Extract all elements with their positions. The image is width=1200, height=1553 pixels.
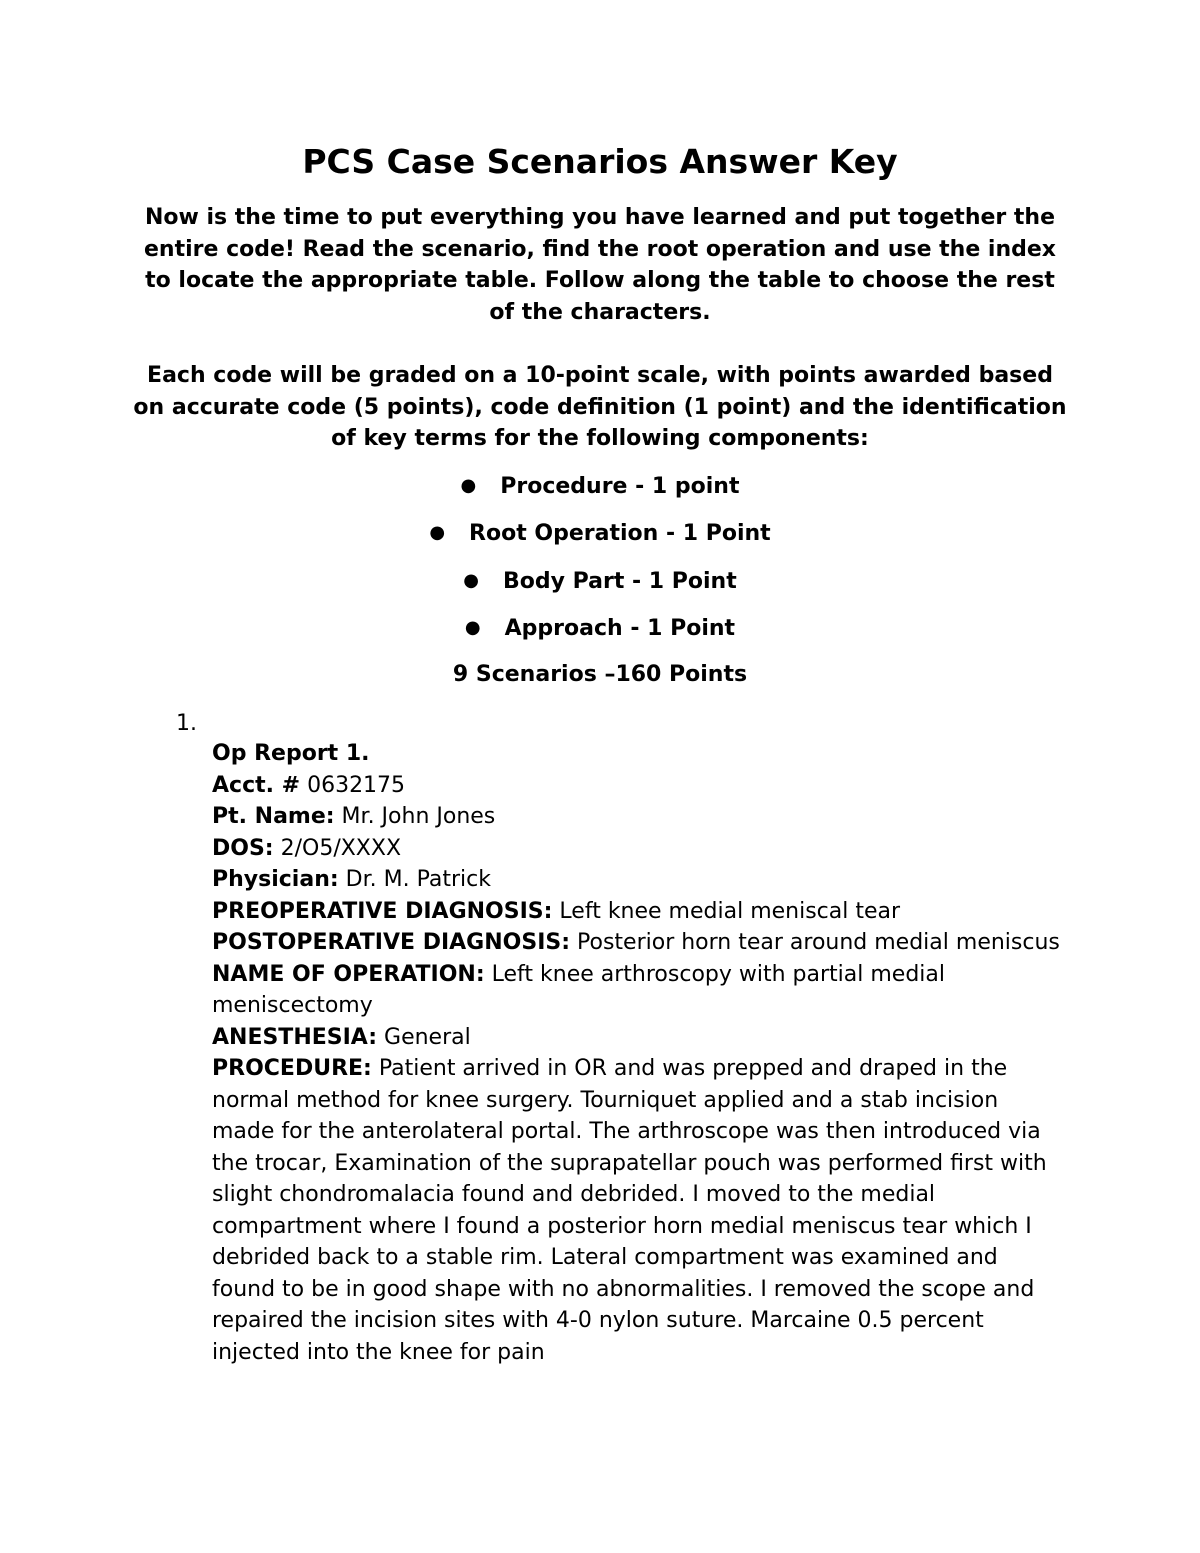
preop-row	[212, 896, 1062, 928]
operation-label: NAME OF OPERATION:	[212, 961, 485, 987]
anesthesia-value: General	[377, 1024, 471, 1050]
bullet-icon: ●	[429, 522, 446, 543]
procedure-row	[212, 1053, 1062, 1368]
list-item	[0, 518, 1200, 549]
preop-label: PREOPERATIVE DIAGNOSIS:	[212, 898, 553, 924]
op-report	[212, 738, 1062, 1368]
scenario-number: 1.	[176, 711, 197, 736]
physician-row	[212, 864, 1062, 896]
grading-paragraph: Each code will be graded on a 10-point scale, with points awarded based on accurate code (5 points), code definition (1 point) and the identification of key terms for the following components:	[133, 363, 1067, 451]
postop-value: Posterior horn tear around medial meniscus	[570, 930, 1060, 955]
scenario-total: 9 Scenarios –160 Points	[452, 662, 748, 687]
preop-value: Left knee medial meniscal tear	[552, 898, 901, 924]
component-label: Body Part - 1 Point	[502, 569, 737, 594]
intro-paragraph: Now is the time to put everything you have learned and put together the entire code! Read the scenario, find the root operation and use the index to locate the appropriate table. Follow along the table to choose the rest of the characters.	[144, 205, 1056, 325]
acct-value: 0632175	[300, 772, 406, 798]
list-item	[0, 471, 1200, 502]
component-label: Root Operation - 1 Point	[469, 521, 771, 546]
procedure-value: Patient arrived in OR and was prepped and draped in the normal method for knee surgery. Tourniquet applied and a stab incision made for the anterolateral portal. The arthroscope was then introduced via the trocar, Examination of the suprapatellar pouch was performed first with slight chondromalacia found and debrided. I moved to the medial compartment where I found a posterior horn medial meniscus tear which I debrided back to a stable rim. Lateral compartment was examined and found to be in good shape with no abnormalities. I removed the scope and repaired the incision sites with 4-0 nylon suture. Marcaine 0.5 percent injected into the knee for pain	[212, 1056, 1047, 1365]
dos-row	[212, 833, 1062, 865]
dos-value: 2/O5/XXXX	[273, 835, 402, 861]
document-title: PCS Case Scenarios Answer Key	[302, 142, 898, 181]
postop-row	[212, 927, 1062, 959]
report-heading	[212, 738, 1062, 770]
report-heading-text: Op Report 1.	[212, 741, 370, 766]
physician-value: Dr. M. Patrick	[338, 867, 491, 892]
physician-label: Physician:	[212, 867, 339, 892]
dos-label: DOS:	[212, 835, 274, 861]
list-item	[0, 566, 1200, 597]
component-label: Approach - 1 Point	[504, 616, 736, 641]
component-label: Procedure - 1 point	[500, 474, 740, 499]
acct-label: Acct. #	[212, 772, 301, 798]
postop-label: POSTOPERATIVE DIAGNOSIS:	[212, 930, 571, 955]
anesthesia-row	[212, 1022, 1062, 1054]
bullet-icon: ●	[463, 570, 479, 591]
procedure-label: PROCEDURE:	[212, 1056, 372, 1081]
operation-row	[212, 959, 1062, 1022]
list-item	[0, 613, 1200, 644]
patient-name-label: Pt. Name:	[212, 804, 335, 829]
bullet-icon: ●	[464, 617, 481, 638]
patient-name-value: Mr. John Jones	[334, 804, 496, 829]
anesthesia-label: ANESTHESIA:	[212, 1024, 378, 1050]
acct-row	[212, 770, 1062, 802]
operation-value: Left knee arthroscopy with partial medial meniscectomy	[212, 961, 945, 1018]
bullet-icon: ●	[460, 475, 477, 496]
patient-name-row	[212, 801, 1062, 833]
